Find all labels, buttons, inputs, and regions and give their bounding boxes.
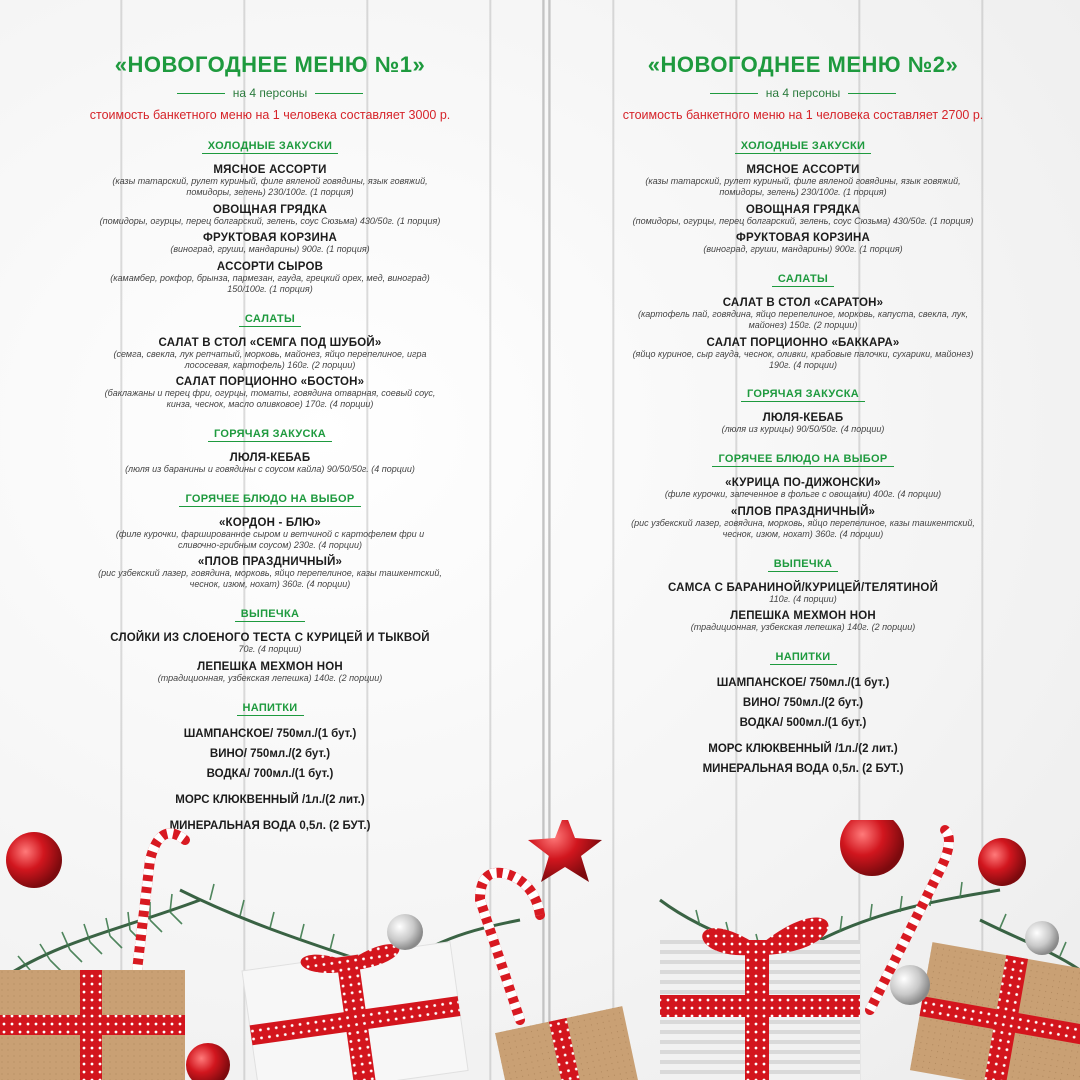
gift-box-striped [660,918,860,1080]
dish-desc: (виноград, груши, мандарины) 900г. (1 порция) [170,244,370,255]
section-title: ГОРЯЧЕЕ БЛЮДО НА ВЫБОР [179,493,360,507]
ornament-silver-center [890,965,930,1005]
drink-item: МОРС КЛЮКВЕННЫЙ /1л./(2 лит.) [708,743,898,756]
dish [55,232,485,255]
section-title: ГОРЯЧЕЕ БЛЮДО НА ВЫБОР [712,453,893,467]
section-hot-snack [588,384,1018,435]
section-title: НАПИТКИ [237,702,304,716]
dish [55,164,485,198]
dish-name: ОВОЩНАЯ ГРЯДКА [745,203,861,216]
dish [588,204,1018,227]
section-cold-snacks [55,136,485,295]
section-title: ХОЛОДНЫЕ ЗАКУСКИ [735,140,871,154]
dish-name: СЛОЙКИ ИЗ СЛОЕНОГО ТЕСТА С КУРИЦЕЙ И ТЫКВОЙ [110,631,430,644]
section-salads [588,269,1018,370]
divider [315,93,363,94]
dish-desc: (яйцо куриное, сыр гауда, чеснок, оливки, крабовые палочки, сухарики, майонез) 190г. (4 порции) [632,348,974,370]
ornament-red-bottom [186,1043,230,1080]
dish-desc: (филе курочки, запеченное в фольге с овощами) 400г. (4 порции) [664,489,942,500]
menu-price: стоимость банкетного меню на 1 человека составляет 2700 р. [622,108,984,122]
section-title: ГОРЯЧАЯ ЗАКУСКА [741,388,865,402]
dish [55,204,485,227]
section-drinks [588,647,1018,775]
candy-cane-center [480,873,540,1020]
dish-desc: (помидоры, огурцы, перец болгарский, зелень, соус Сюзьма) 430/50г. (1 порция) [632,215,974,226]
dish [588,232,1018,255]
dish [55,661,485,684]
dish-desc: (рис узбекский лазер, говядина, морковь, яйцо перепелиное, казы ташкентский, чеснок, изюм, нохат) 360г. (4 порции) [98,568,442,590]
dish [588,477,1018,500]
dish [588,610,1018,633]
divider [848,93,896,94]
dish-desc: (картофель пай, говядина, яйцо перепелиное, морковь, капуста, свекла, лук, майонез) 150г. (2 порции) [638,309,968,330]
section-bakery [588,554,1018,634]
dish [55,452,485,475]
dish [55,632,485,655]
section-salads [55,309,485,410]
dish-name: САМСА С БАРАНИНОЙ/КУРИЦЕЙ/ТЕЛЯТИНОЙ [667,581,939,594]
ornament-silver-left [387,914,423,950]
dish-name: ЛЮЛЯ-КЕБАБ [229,451,311,464]
section-drinks [55,698,485,832]
section-hot-dish [588,449,1018,539]
dish-name: ФРУКТОВАЯ КОРЗИНА [203,232,337,245]
dish-desc: (рис узбекский лазер, говядина, морковь, яйцо перепелиное, казы ташкентский, чеснок, изюм, нохат) 360г. (4 порции) [631,517,975,539]
section-title: ВЫПЕЧКА [235,608,305,622]
dish-desc: (люля из баранины и говядины с соусом кайла) 90/50/50г. (4 порции) [125,463,415,474]
dish-desc: (семга, свекла, лук репчатый, морковь, майонез, яйцо перепелиное, игра лососевая, картофель) 160г. (2 порции) [113,348,427,370]
dish-desc: (казы татарский, рулет куриный, филе вяленой говядины, язык говяжий, помидоры, зелень) 230/100г. (1 порция) [645,176,961,197]
ornament-red-left [6,832,62,888]
dish [588,164,1018,198]
drink-item: ВИНО/ 750мл./(2 бут.) [742,697,864,710]
dish [588,506,1018,540]
drink-item: ВИНО/ 750мл./(2 бут.) [209,747,331,760]
dish-desc: (казы татарский, рулет куриный, филе вяленой говядины, язык говяжий, помидоры, зелень) 230/100г. (1 порция) [112,176,428,197]
menu-title: «НОВОГОДНЕЕ МЕНЮ №1» [114,52,426,77]
dish-name: САЛАТ В СТОЛ «САРАТОН» [722,297,884,310]
dish [588,412,1018,435]
dish-name: ФРУКТОВАЯ КОРЗИНА [736,232,870,245]
ornament-red-right [840,820,904,876]
section-title: САЛАТЫ [772,273,834,287]
dish-desc: (виноград, груши, мандарины) 900г. (1 порция) [703,244,903,255]
drink-item: ШАМПАНСКОЕ/ 750мл./(1 бут.) [183,727,357,740]
dish-name: АССОРТИ СЫРОВ [216,261,324,274]
section-hot-snack [55,424,485,475]
menu-persons [55,86,485,100]
dish [55,261,485,295]
drink-item: ВОДКА/ 500мл./(1 бут.) [739,717,867,730]
drink-item: МОРС КЛЮКВЕННЫЙ /1л./(2 лит.) [175,793,365,806]
gift-box-white [241,936,468,1080]
dish-name: «ПЛОВ ПРАЗДНИЧНЫЙ» [197,556,343,569]
drink-item: ШАМПАНСКОЕ/ 750мл./(1 бут.) [716,677,890,690]
dish [55,556,485,590]
dish-name: МЯСНОЕ АССОРТИ [213,164,327,176]
gift-box-left [0,970,185,1080]
drink-item: МИНЕРАЛЬНАЯ ВОДА 0,5л. (2 БУТ.) [169,819,371,832]
dish [55,376,485,410]
drink-item: ВОДКА/ 700мл./(1 бут.) [206,767,334,780]
dish-name: «КУРИЦА ПО-ДИЖОНСКИ» [725,477,881,490]
dish-name: МЯСНОЕ АССОРТИ [746,164,860,176]
dish-name: ОВОЩНАЯ ГРЯДКА [212,203,328,216]
divider [710,93,758,94]
dish [588,297,1018,331]
dish-desc: (традиционная, узбекская лепешка) 140г. (2 порции) [690,622,916,633]
dish [55,337,485,371]
dish-name: «КОРДОН - БЛЮ» [218,516,322,529]
dish-desc: (традиционная, узбекская лепешка) 140г. (2 порции) [157,672,383,683]
menu-price: стоимость банкетного меню на 1 человека составляет 3000 р. [89,108,451,122]
section-bakery [55,604,485,684]
section-title: ВЫПЕЧКА [768,558,838,572]
persons-label: на 4 персоны [232,86,308,100]
dish-desc: (помидоры, огурцы, перец болгарский, зелень, соус Сюзьма) 430/50г. (1 порция) [99,215,441,226]
dish-name: ЛЕПЕШКА МЕХМОН НОН [730,610,876,623]
dish-name: «ПЛОВ ПРАЗДНИЧНЫЙ» [730,505,876,518]
menu-1 [55,52,485,832]
menu-persons [588,86,1018,100]
dish [588,337,1018,371]
section-cold-snacks [588,136,1018,255]
persons-label: на 4 персоны [765,86,841,100]
dish-name: САЛАТ ПОРЦИОННО «БОСТОН» [175,376,365,389]
ornament-silver-right [1025,921,1059,955]
menu-title: «НОВОГОДНЕЕ МЕНЮ №2» [647,52,959,77]
dish [55,517,485,551]
section-title: ХОЛОДНЫЕ ЗАКУСКИ [202,140,338,154]
section-hot-dish [55,489,485,590]
section-title: САЛАТЫ [239,313,301,327]
dish-desc: 110г. (4 порции) [769,593,837,604]
star-ornament [528,820,602,882]
dish-desc: (филе курочки, фаршированное сыром и ветчиной с картофелем фри и сливочно-грибным соусом) 230г. (4 порции) [115,528,425,550]
dish-name: САЛАТ В СТОЛ «СЕМГА ПОД ШУБОЙ» [158,336,382,349]
section-title: ГОРЯЧАЯ ЗАКУСКА [208,428,332,442]
drink-item: МИНЕРАЛЬНАЯ ВОДА 0,5л. (2 БУТ.) [702,763,904,776]
ornament-red-far-right [978,838,1026,886]
dish-name: ЛЕПЕШКА МЕХМОН НОН [197,660,343,673]
menu-2 [588,52,1018,775]
section-title: НАПИТКИ [770,651,837,665]
dish-desc: (баклажаны и перец фри, огурцы, томаты, говядина отварная, соевый соус, кинза, чеснок, масло оливковое) 170г. (4 порции) [104,388,436,410]
dish-desc: (люля из курицы) 90/50/50г. (4 порции) [721,424,885,435]
dish [588,582,1018,605]
christmas-decor [0,820,1080,1080]
gift-box-right [910,942,1080,1080]
dish-desc: 70г. (4 порции) [238,643,302,654]
dish-name: ЛЮЛЯ-КЕБАБ [762,412,844,425]
dish-desc: (камамбер, рокфор, брынза, пармезан, гауда, грецкий орех, мед, виноград) 150/100г. (1 порция) [110,273,430,294]
divider [177,93,225,94]
dish-name: САЛАТ ПОРЦИОННО «БАККАРА» [706,336,900,349]
